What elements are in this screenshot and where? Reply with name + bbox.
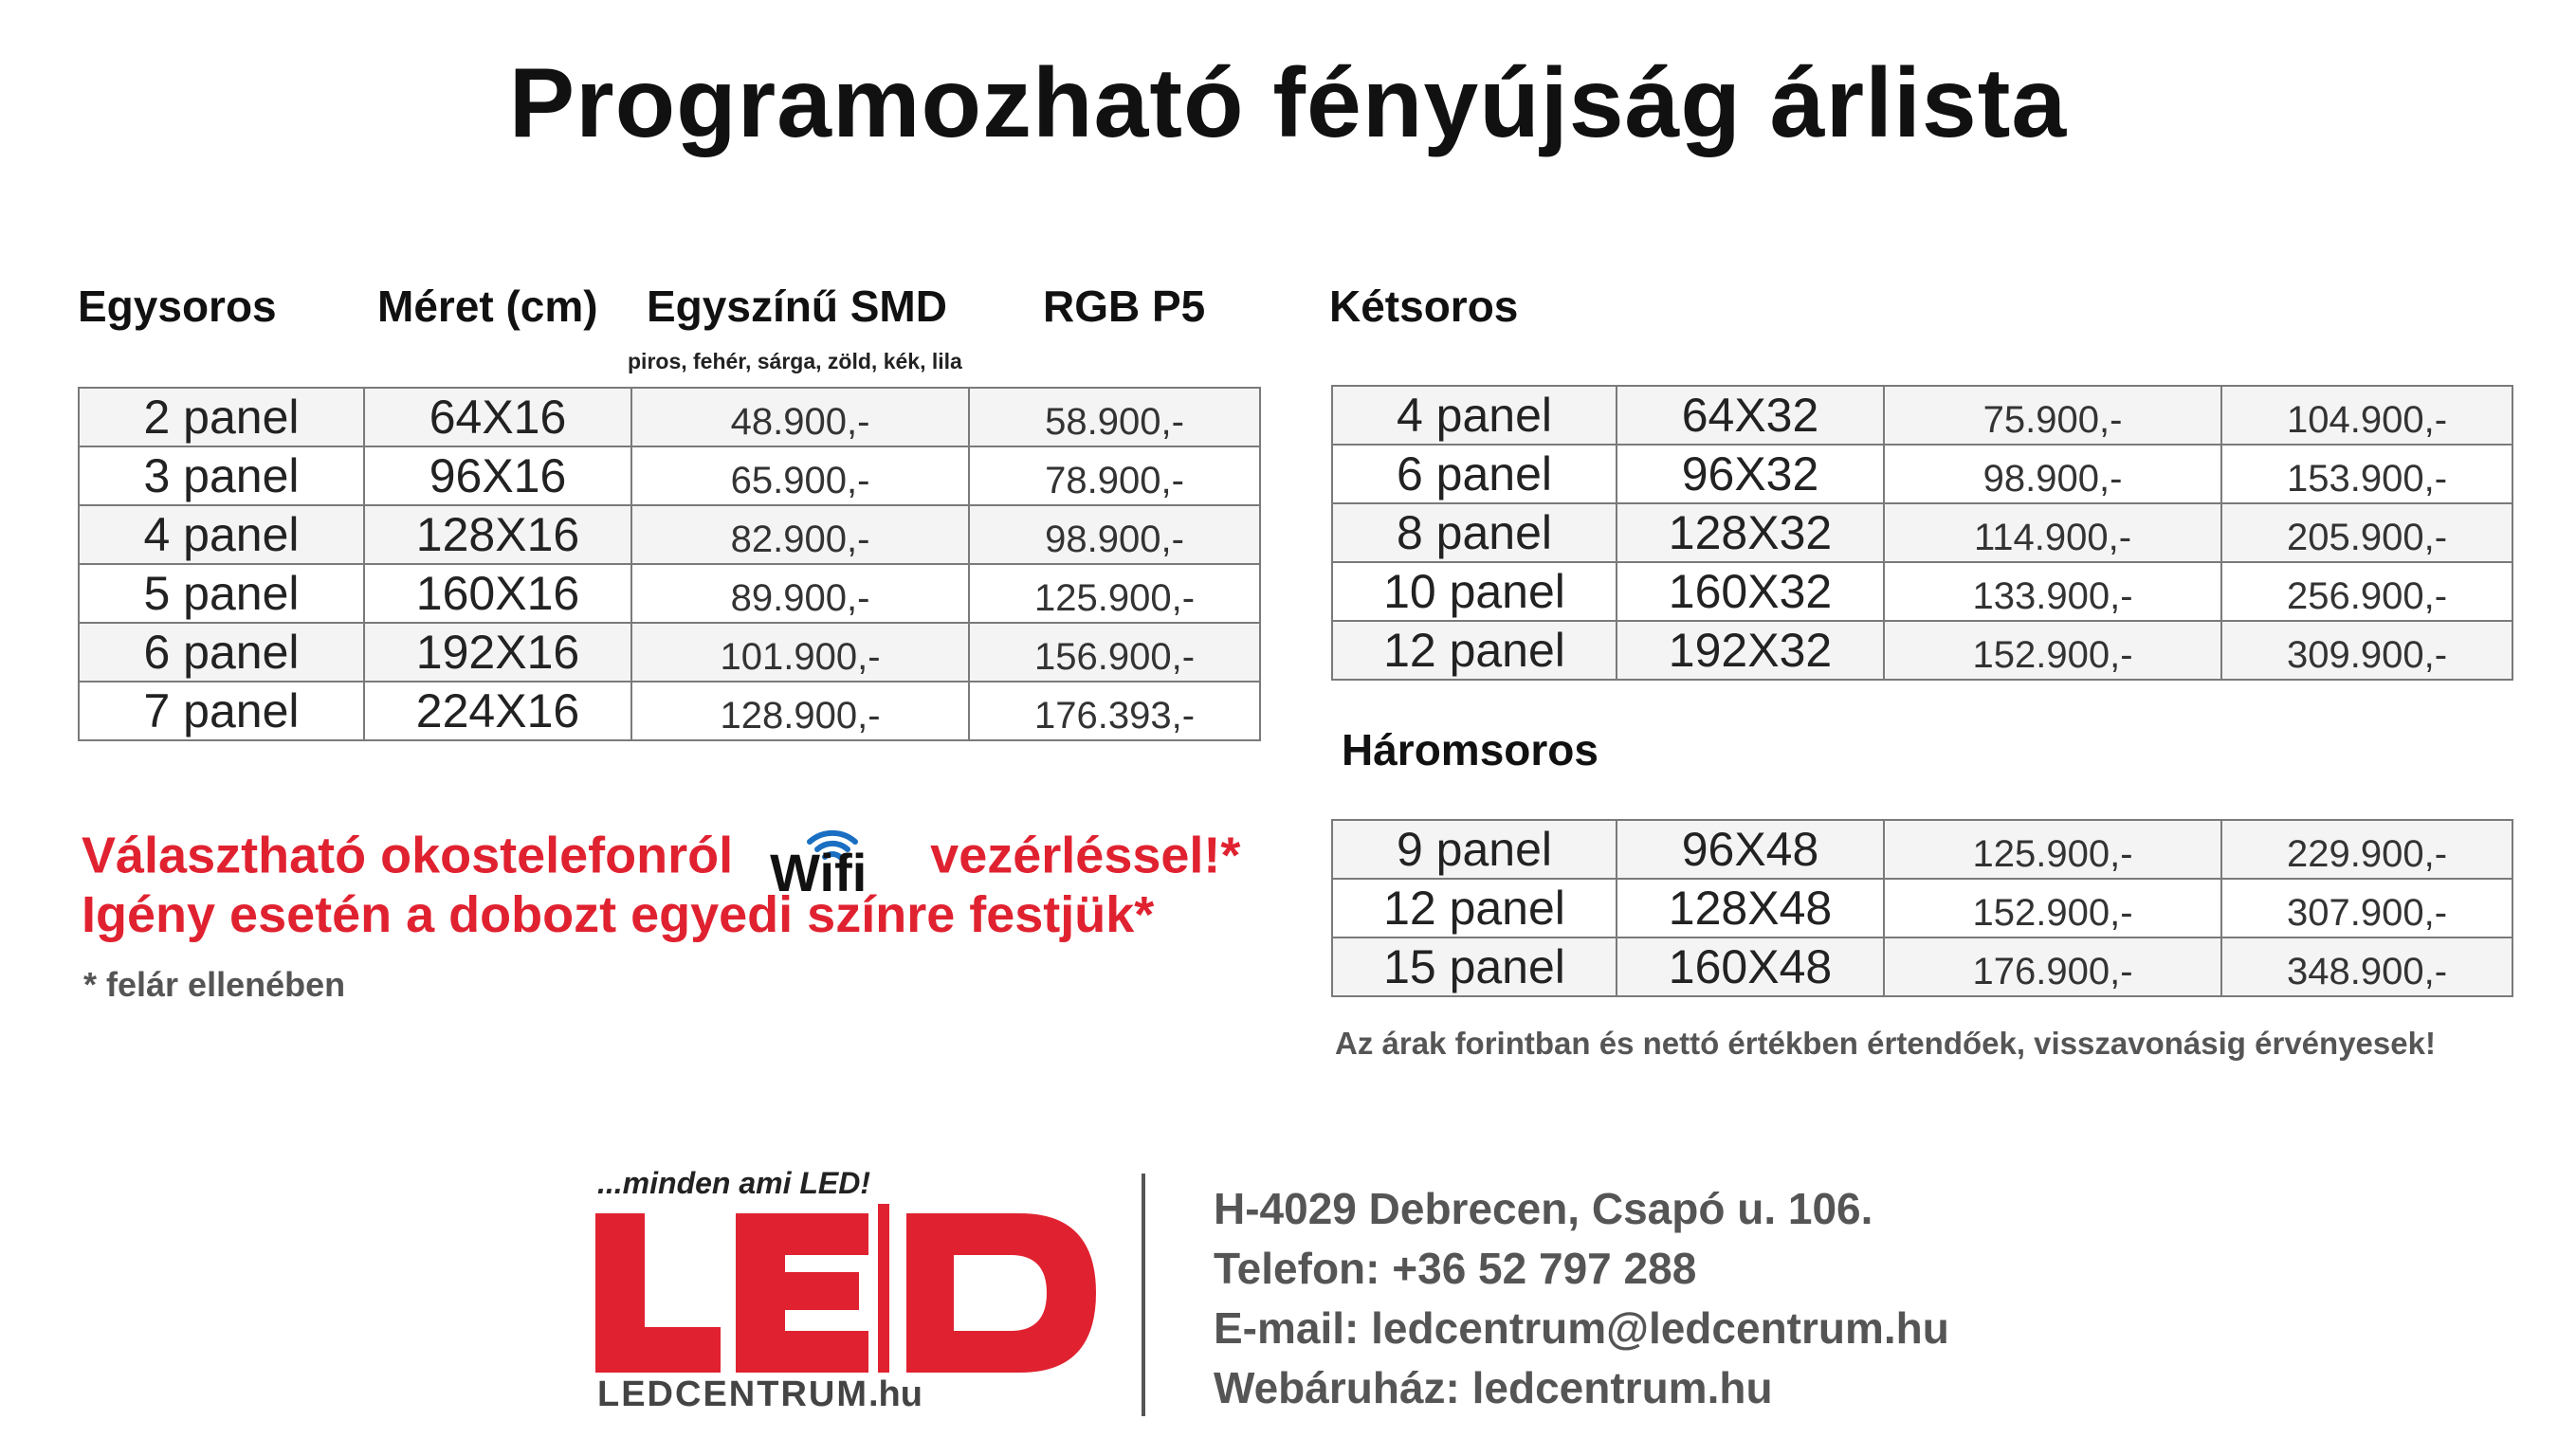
panel-count-cell: 4 panel: [79, 505, 364, 564]
contact-email: E-mail: ledcentrum@ledcentrum.hu: [1214, 1303, 1949, 1353]
size-cell: 160X48: [1617, 937, 1884, 996]
size-cell: 96X16: [364, 446, 631, 505]
price-note: Az árak forintban és nettó értékben értendőek, visszavonásig érvényesek!: [1335, 1026, 2436, 1061]
price-smd-cell: 125.900,-: [1884, 820, 2221, 879]
price-rgb-cell: 348.900,-: [2221, 937, 2512, 996]
price-smd-cell: 114.900,-: [1884, 503, 2221, 562]
size-cell: 128X32: [1617, 503, 1884, 562]
price-table-double: [1331, 385, 2513, 681]
size-cell: 64X16: [364, 388, 631, 446]
size-cell: 192X16: [364, 623, 631, 682]
ledcentrum-logo: [594, 1166, 1124, 1422]
panel-count-cell: 2 panel: [79, 388, 364, 446]
section-label-double: Kétsoros: [1329, 282, 1519, 331]
price-rgb-cell: 205.900,-: [2221, 503, 2512, 562]
promo-line-paint: Igény esetén a dobozt egyedi színre festjük*: [82, 886, 1155, 943]
table-row: [1332, 562, 2512, 621]
panel-count-cell: 5 panel: [79, 564, 364, 623]
promo-line-wifi-text-a: Választható okostelefonról: [82, 827, 734, 884]
panel-count-cell: 7 panel: [79, 682, 364, 740]
column-header-size: Méret (cm): [377, 282, 598, 331]
panel-count-cell: 6 panel: [1332, 445, 1617, 503]
price-smd-cell: 152.900,-: [1884, 621, 2221, 680]
price-rgb-cell: 125.900,-: [969, 564, 1260, 623]
footnote: * felár ellenében: [83, 965, 346, 1004]
table-row: [79, 505, 1260, 564]
panel-count-cell: 12 panel: [1332, 621, 1617, 680]
price-rgb-cell: 98.900,-: [969, 505, 1260, 564]
logo-tld: .hu: [868, 1374, 923, 1414]
size-cell: 160X32: [1617, 562, 1884, 621]
panel-count-cell: 6 panel: [79, 623, 364, 682]
table-row: [79, 623, 1260, 682]
table-row: [1332, 937, 2512, 996]
page-title: Programozható fényújság árlista: [508, 48, 2068, 158]
size-cell: 128X16: [364, 505, 631, 564]
panel-count-cell: 9 panel: [1332, 820, 1617, 879]
price-smd-cell: 152.900,-: [1884, 879, 2221, 937]
logo-name: LEDCENTRUM: [597, 1374, 868, 1414]
table-row: [1332, 445, 2512, 503]
panel-count-cell: 8 panel: [1332, 503, 1617, 562]
logo-tagline: ...minden ami LED!: [597, 1166, 871, 1200]
price-rgb-cell: 309.900,-: [2221, 621, 2512, 680]
panel-count-cell: 10 panel: [1332, 562, 1617, 621]
price-smd-cell: 98.900,-: [1884, 445, 2221, 503]
logo-wordmark: [597, 1374, 923, 1415]
size-cell: 128X48: [1617, 879, 1884, 937]
size-cell: 96X32: [1617, 445, 1884, 503]
column-subheader-smd-colors: piros, fehér, sárga, zöld, kék, lila: [628, 349, 962, 373]
section-label-single: Egysoros: [78, 282, 277, 331]
price-rgb-cell: 256.900,-: [2221, 562, 2512, 621]
table-row: [79, 564, 1260, 623]
panel-count-cell: 12 panel: [1332, 879, 1617, 937]
logo-mark: [594, 1204, 1124, 1374]
price-smd-cell: 128.900,-: [631, 682, 969, 740]
table-row: [1332, 621, 2512, 680]
wifi-logo-text: Wifi: [770, 843, 868, 902]
section-label-triple: Háromsoros: [1342, 725, 1599, 774]
contact-block: [1214, 1179, 1949, 1418]
price-smd-cell: 75.900,-: [1884, 386, 2221, 445]
size-cell: 160X16: [364, 564, 631, 623]
panel-count-cell: 15 panel: [1332, 937, 1617, 996]
price-rgb-cell: 307.900,-: [2221, 879, 2512, 937]
table-row: [79, 446, 1260, 505]
price-rgb-cell: 156.900,-: [969, 623, 1260, 682]
table-row: [1332, 503, 2512, 562]
table-row: [1332, 820, 2512, 879]
logo-contact-divider: [1142, 1174, 1145, 1416]
price-rgb-cell: 229.900,-: [2221, 820, 2512, 879]
column-header-smd: Egyszínű SMD: [647, 282, 947, 331]
price-rgb-cell: 176.393,-: [969, 682, 1260, 740]
contact-address: H-4029 Debrecen, Csapó u. 106.: [1214, 1184, 1873, 1233]
size-cell: 64X32: [1617, 386, 1884, 445]
table-row: [1332, 386, 2512, 445]
price-smd-cell: 89.900,-: [631, 564, 969, 623]
contact-phone: Telefon: +36 52 797 288: [1214, 1244, 1697, 1293]
panel-count-cell: 4 panel: [1332, 386, 1617, 445]
table-row: [79, 682, 1260, 740]
size-cell: 224X16: [364, 682, 631, 740]
panel-count-cell: 3 panel: [79, 446, 364, 505]
price-smd-cell: 176.900,-: [1884, 937, 2221, 996]
price-rgb-cell: 153.900,-: [2221, 445, 2512, 503]
size-cell: 192X32: [1617, 621, 1884, 680]
price-smd-cell: 65.900,-: [631, 446, 969, 505]
price-table-single: [78, 387, 1261, 741]
column-header-rgb: RGB P5: [1043, 282, 1206, 331]
price-smd-cell: 101.900,-: [631, 623, 969, 682]
price-rgb-cell: 104.900,-: [2221, 386, 2512, 445]
contact-web: Webáruház: ledcentrum.hu: [1214, 1363, 1773, 1412]
price-smd-cell: 133.900,-: [1884, 562, 2221, 621]
price-table-triple: [1331, 819, 2513, 997]
size-cell: 96X48: [1617, 820, 1884, 879]
promo-line-wifi-text-b: vezérléssel!*: [930, 827, 1241, 884]
price-rgb-cell: 58.900,-: [969, 388, 1260, 446]
price-rgb-cell: 78.900,-: [969, 446, 1260, 505]
table-row: [79, 388, 1260, 446]
price-smd-cell: 48.900,-: [631, 388, 969, 446]
price-smd-cell: 82.900,-: [631, 505, 969, 564]
table-row: [1332, 879, 2512, 937]
